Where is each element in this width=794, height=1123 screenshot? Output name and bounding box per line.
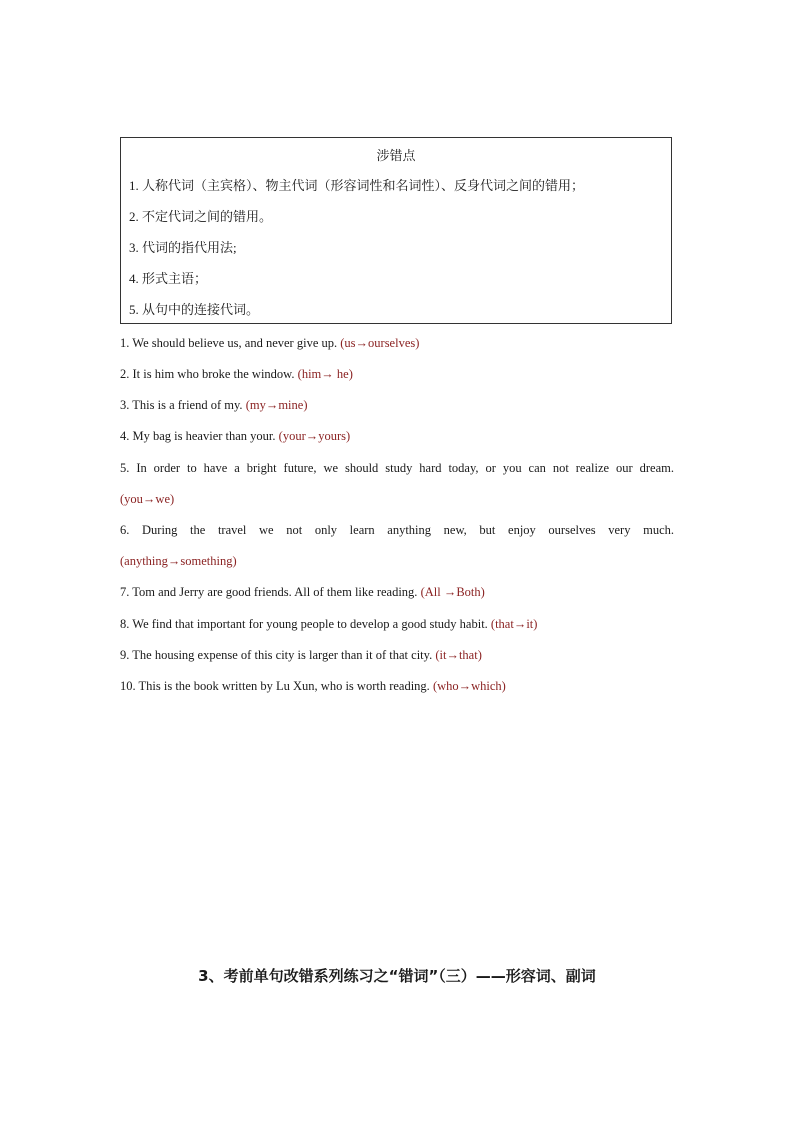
exercise-5-line2 (120, 490, 674, 508)
correction: (anything→something) (120, 554, 237, 568)
exercise-text: 10. This is the book written by Lu Xun, who is worth reading. (120, 679, 433, 693)
exercise-3 (120, 396, 674, 414)
box-title: 涉错点 (376, 148, 416, 163)
box-item-1: 1. 人称代词（主宾格）、物主代词（形容词性和名词性）、反身代词之间的错用； (129, 178, 585, 193)
exercise-10 (120, 677, 674, 695)
exercise-text: 2. It is him who broke the window. (120, 367, 298, 381)
correction: (my→mine) (245, 398, 308, 412)
exercise-5-line1 (120, 459, 674, 477)
exercise-4 (120, 427, 674, 445)
correction: (him→ he) (297, 367, 353, 381)
exercise-text: 3. This is a friend of my. (120, 398, 246, 412)
box-item-2: 2. 不定代词之间的错用。 (129, 209, 273, 224)
exercise-1 (120, 334, 674, 352)
exercise-text: 6. During the travel we not only learn anything new, but enjoy ourselves very much. (120, 523, 674, 537)
correction: (it→that) (435, 648, 482, 662)
correction: (us→ourselves) (340, 336, 420, 350)
exercise-6-line1 (120, 521, 674, 539)
exercise-text: 1. We should believe us, and never give up. (120, 336, 341, 350)
exercise-text: 9. The housing expense of this city is larger than it of that city. (120, 648, 436, 662)
correction: (All →Both) (420, 585, 485, 599)
correction: (that→it) (490, 617, 538, 631)
exercise-6-line2 (120, 552, 674, 570)
exercise-8 (120, 615, 674, 633)
box-item-4: 4. 形式主语； (129, 271, 208, 286)
exercise-9 (120, 646, 674, 664)
exercise-7 (120, 583, 674, 601)
exercise-text: 4. My bag is heavier than your. (120, 429, 279, 443)
box-item-5: 5. 从句中的连接代词。 (129, 302, 260, 317)
correction: (you→we) (120, 492, 175, 506)
error-points-box (120, 137, 672, 324)
exercise-text: 8. We find that important for young people to develop a good study habit. (120, 617, 491, 631)
section-heading: 3、考前单句改错系列练习之“错词”（三）——形容词、副词 (198, 967, 596, 985)
correction: (your→yours) (278, 429, 351, 443)
box-item-3: 3. 代词的指代用法; (129, 240, 237, 255)
exercise-text: 5. In order to have a bright future, we should study hard today, or you can not realize our dream. (120, 461, 674, 475)
exercise-2 (120, 365, 674, 383)
correction: (who→which) (432, 679, 506, 693)
exercise-text: 7. Tom and Jerry are good friends. All of them like reading. (120, 585, 421, 599)
